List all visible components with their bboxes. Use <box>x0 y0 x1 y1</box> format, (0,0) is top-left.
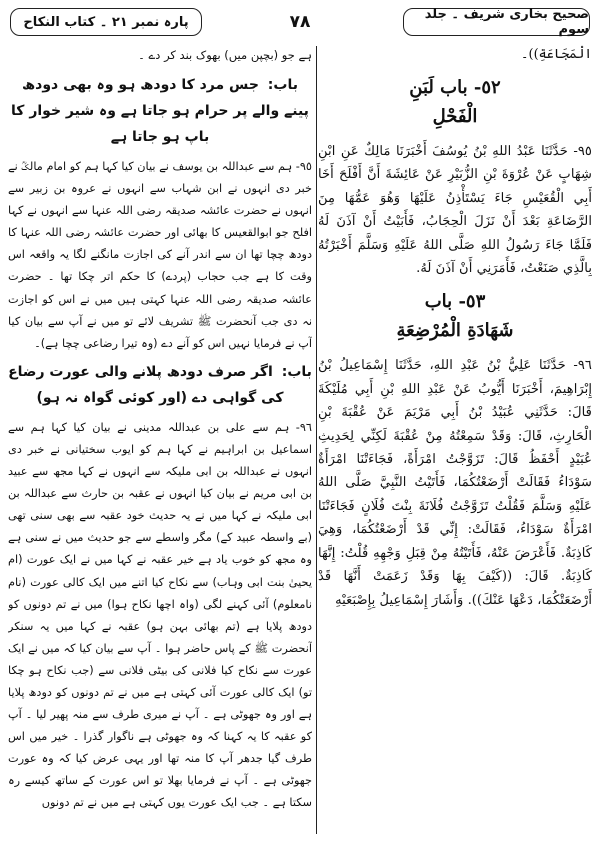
page-header <box>10 6 590 40</box>
hadith-95-urdu: ٩٥- ہم سے عبداللہ بن یوسف نے بیان کیا کہا ہم کو امام مالکؒ نے خبر دی انہوں نے ابن شہاب سے انہوں نے عروہ بن زبیر سے انہوں نے حضرت عائشہ صدیقہ رضی اللہ عنہا سے انہوں نے کہا افلح جو ابوالقعیس کا بھائی اور حضرت عائشہ رضی اللہ عنہا کا دودھ چچا تھا ان سے اندر آنے کی اجازت مانگنے لگا یہ واقعہ اس وقت کا ہے جب حجاب (پردے) کا حکم اتر چکا تھا ۔ حضرت عائشہ صدیقہ رضی اللہ عنہا کہتی ہیں میں نے اس کو اجازت نہ دی جب آنحضرت ﷺ تشریف لائے تو میں نے آپ سے بیان کیا آپ نے فرمایا نہیں اس کو آنے دے (وہ تیرا رضاعی چچا ہے)۔ <box>8 160 312 350</box>
bab-heading-milk-father <box>8 72 312 150</box>
chapter-title: پارہ نمبر ۲۱ ۔ کتاب النکاح <box>23 14 189 30</box>
hadith-95-arabic: ٩٥- حَدَّثَنَا عَبْدُ اللهِ بْنُ يُوسُفَ أَخْبَرَنَا مَالِكٌ عَنِ ابْنِ شِهَابٍ عَنْ عُرْوَةَ بْنِ الزُّبَيْرِ عَنْ عَائِشَةَ أَنَّ أَفْلَحَ أَخَا أَبِي الْقُعَيْسِ جَاءَ يَسْتَأْذِنُ عَلَيْهَا وَهُوَ عَمُّهَا مِنَ الرَّضَاعَةِ بَعْدَ أَنْ نَزَلَ الْحِجَابُ، فَأَبَيْتُ أَنْ آذَنَ لَهُ فَلَمَّا جَاءَ رَسُولُ اللهِ صَلَّى اللهُ عَلَيْهِ وَسَلَّمَ أَخْبَرْتُهُ بِالَّذِي صَنَعْتُ، فَأَمَرَنِي أَنْ آذَنَ لَهُ. <box>318 144 592 277</box>
bab-heading-text: اگر صرف دودھ پلانے والی عورت رضاع کی گواہی دے (اور کوئی گواہ نہ ہو) <box>8 363 284 406</box>
arabic-continuation: الْمَجَاعَةِ))۔ <box>520 47 592 62</box>
bab-53-title: شَهَادَةِ الْمُرْضِعَةِ <box>396 320 514 342</box>
arabic-column <box>318 44 592 836</box>
urdu-column <box>8 44 312 836</box>
column-divider <box>316 46 317 834</box>
chapter-title-box <box>10 8 202 36</box>
page-number: ۷۸ <box>289 12 311 32</box>
hadith-96-urdu: ٩٦- ہم سے علی بن عبداللہ مدینی نے بیان کیا کہا ہم سے اسماعیل بن ابراہیم نے کہا ہم کو ایوب سختیانی نے خبر دی انہوں نے عبداللہ بن ابی ملیکہ سے انہوں نے کہا مجھ سے عبید بن ابی مریم نے بیان کیا انہوں نے عقبہ بن حارث سے عبداللہ بن ابی ملیکہ نے کہا میں نے یہ حدیث خود عقبہ سے بھی سنی تھی (بے واسطہ عبید کے) مگر واسطے سے جو حدیث میں نے سنی ہے وہ مجھ کو خوب یاد ہے خیر عقبہ نے کہا میں نے ایک عورت (ام یحییٰ بنت ابی وہاب) سے نکاح کیا اتنے میں ایک کالی عورت (نام نامعلوم) آئی کہنے لگی (واہ اچھا نکاح ہوا) میں نے تم دونوں کو دودھ پلایا ہے (تم بھائی بہن ہو) عقبہ نے کہا میں یہ سنکر آنحضرت ﷺ کے پاس حاضر ہوا ۔ آپ سے بیان کیا کہ میں نے ایک عورت سے نکاح کیا فلانی کی بیٹی فلانی سے (جب نکاح ہو چکا تو) ایک کالی عورت آئی کہتی ہے میں نے تم دونوں کو دودھ پلایا ہے اور وہ جھوٹی ہے ۔ آپ نے میری طرف سے منہ پھیر لیا ۔ آپ کو عقبہ کا یہ کہنا کہ وہ جھوٹی ہے ناگوار گذرا ۔ خیر میں اس طرف گیا جدھر آپ کا منہ تھا اور یہی عرض کیا کہ وہ عورت جھوٹی ہے ۔ آپ نے فرمایا بھلا تو اس عورت کے ساتھ کیسے رہ سکتا ہے ۔ جب ایک عورت یوں کہتی ہے میں نے تم دونوں <box>8 420 312 810</box>
bab-heading-text: جس مرد کا دودھ ہو وہ بھی دودھ پینے والے پر حرام ہو جاتا ہے وہ شیر خوار کا باپ ہو جاتا ہے <box>11 77 309 145</box>
hadith-96-arabic: ٩٦- حَدَّثَنَا عَلِيُّ بْنُ عَبْدِ اللهِ، حَدَّثَنَا إِسْمَاعِيلُ بْنُ إِبْرَاهِيمَ، أَخْبَرَنَا أَيُّوبُ عَنْ عَبْدِ اللهِ بْنِ أَبِي مُلَيْكَةَ قَالَ: حَدَّثَنِي عُبَيْدُ بْنُ أَبِي مَرْيَمَ عَنْ عُقْبَةَ بْنِ الْحَارِثِ، قَالَ: وَقَدْ سَمِعْتُهُ مِنْ عُقْبَةَ لَكِنِّي لِحَدِيثِ عُبَيْدٍ أَحْفَظُ قَالَ: تَزَوَّجْتُ امْرَأَةً، فَجَاءَتْنَا امْرَأَةٌ سَوْدَاءُ فَقَالَتْ أَرْضَعْتُكُمَا، فَأَتَيْتُ النَّبِيَّ صَلَّى اللهُ عَلَيْهِ وَسَلَّمَ فَقُلْتُ تَزَوَّجْتُ فُلَانَةَ بِنْتَ فُلَانٍ فَجَاءَتْنَا امْرَأَةٌ سَوْدَاءُ، فَقَالَتْ: إِنِّي قَدْ أَرْضَعْتُكُمَا، وَهِيَ كَاذِبَةٌ. فَأَعْرَضَ عَنْهُ، فَأَتَيْتُهُ مِنْ قِبَلِ وَجْهِهِ قُلْتُ: إِنَّهَا كَاذِبَةٌ. قَالَ: ((كَيْفَ بِهَا وَقَدْ زَعَمَتْ أَنَّهَا قَدْ أَرْضَعَتْكُمَا، دَعْهَا عَنْكَ)). وَأَشَارَ إِسْمَاعِيلُ بِإِصْبَعَيْهِ <box>318 358 592 608</box>
book-title: صحیح بخاری شریف ۔ جلد سوم <box>424 7 589 37</box>
bab-53-number: ٥٣- باب <box>424 291 486 313</box>
bab-label: باب: <box>281 363 312 380</box>
bab-52-title: الْفَحْلِ <box>432 106 478 127</box>
bab-label: باب: <box>267 77 298 93</box>
bab-heading-witness <box>8 359 312 411</box>
urdu-continuation: ہے جو (بچپن میں) بھوک بند کر دے ۔ <box>138 48 312 62</box>
bab-52-number: ٥٢- باب لَبَنِ <box>409 77 501 98</box>
